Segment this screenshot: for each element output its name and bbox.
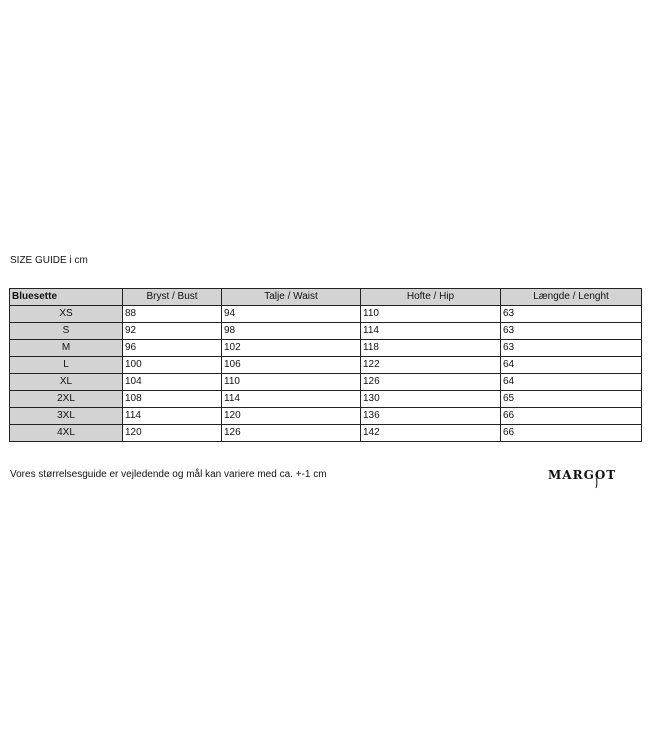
hip-cell: 126 (361, 374, 501, 391)
header-waist: Talje / Waist (222, 289, 361, 306)
waist-cell: 94 (222, 306, 361, 323)
header-length: Længde / Lenght (501, 289, 642, 306)
logo-flourish-icon (593, 477, 601, 489)
waist-cell: 120 (222, 408, 361, 425)
table-row (10, 425, 642, 442)
bust-cell: 100 (123, 357, 222, 374)
table-row (10, 357, 642, 374)
bust-cell: 88 (123, 306, 222, 323)
bust-cell: 120 (123, 425, 222, 442)
size-chart-table (9, 288, 642, 442)
size-cell: 4XL (10, 425, 123, 442)
table-row (10, 374, 642, 391)
size-disclaimer: Vores størrelsesguide er vejledende og mål kan variere med ca. +-1 cm (10, 469, 327, 480)
waist-cell: 106 (222, 357, 361, 374)
length-cell: 63 (501, 323, 642, 340)
header-brand: Bluesette (10, 289, 123, 306)
waist-cell: 126 (222, 425, 361, 442)
length-cell: 66 (501, 425, 642, 442)
hip-cell: 122 (361, 357, 501, 374)
size-cell: 3XL (10, 408, 123, 425)
bust-cell: 114 (123, 408, 222, 425)
size-cell: S (10, 323, 123, 340)
hip-cell: 136 (361, 408, 501, 425)
bust-cell: 92 (123, 323, 222, 340)
length-cell: 63 (501, 306, 642, 323)
hip-cell: 110 (361, 306, 501, 323)
length-cell: 66 (501, 408, 642, 425)
size-cell: XL (10, 374, 123, 391)
table-header-row (10, 289, 642, 306)
logo-wordmark: MARGOT (548, 468, 617, 482)
hip-cell: 130 (361, 391, 501, 408)
size-guide-title: SIZE GUIDE i cm (10, 255, 88, 266)
table-row (10, 340, 642, 357)
bust-cell: 108 (123, 391, 222, 408)
size-cell: 2XL (10, 391, 123, 408)
waist-cell: 98 (222, 323, 361, 340)
header-hip: Hofte / Hip (361, 289, 501, 306)
length-cell: 64 (501, 357, 642, 374)
table-row (10, 323, 642, 340)
hip-cell: 114 (361, 323, 501, 340)
bust-cell: 96 (123, 340, 222, 357)
brand-logo (548, 466, 640, 490)
hip-cell: 142 (361, 425, 501, 442)
table-row (10, 391, 642, 408)
size-cell: L (10, 357, 123, 374)
size-cell: XS (10, 306, 123, 323)
header-bust: Bryst / Bust (123, 289, 222, 306)
length-cell: 63 (501, 340, 642, 357)
bust-cell: 104 (123, 374, 222, 391)
waist-cell: 110 (222, 374, 361, 391)
length-cell: 65 (501, 391, 642, 408)
length-cell: 64 (501, 374, 642, 391)
waist-cell: 102 (222, 340, 361, 357)
table-row (10, 408, 642, 425)
table-row (10, 306, 642, 323)
hip-cell: 118 (361, 340, 501, 357)
waist-cell: 114 (222, 391, 361, 408)
size-cell: M (10, 340, 123, 357)
